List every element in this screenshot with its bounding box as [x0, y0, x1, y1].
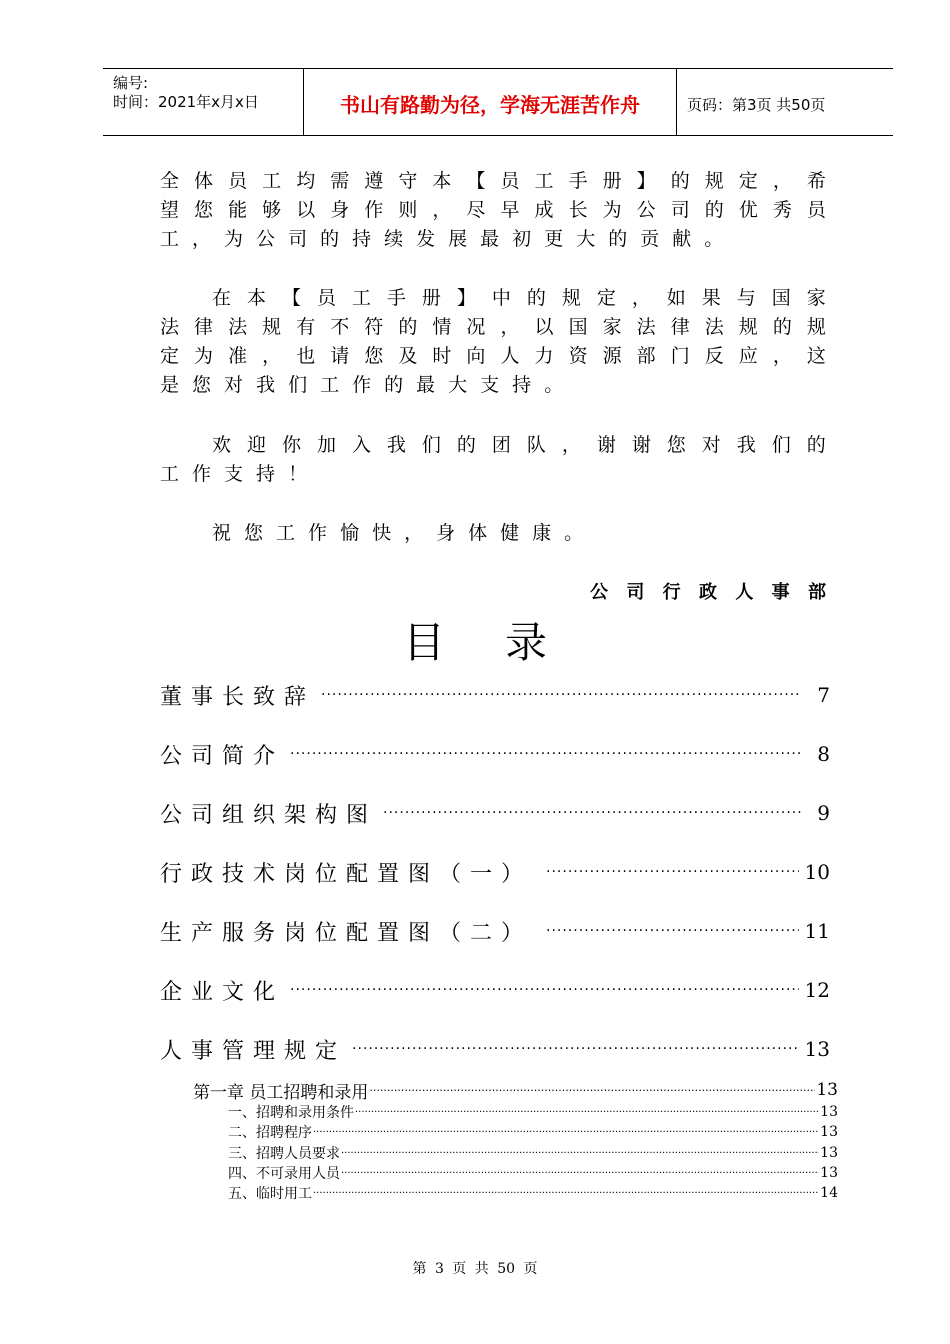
toc-entry-title: 人事管理规定	[160, 1038, 347, 1064]
paragraph-line: 全 体 员 工 均 需 遵 守 本 【 员 工 手 册 】 的 规 定 ， 希	[160, 170, 826, 192]
toc-leader-dots	[290, 982, 799, 998]
toc-chapter-entry[interactable]	[193, 1080, 838, 1103]
paragraph-line: 是 您 对 我 们 工 作 的 最 大 支 持 。	[160, 374, 564, 396]
toc-chapter-page: 13	[816, 1080, 838, 1100]
signature: 公 司 行 政 人 事 部	[590, 582, 826, 603]
toc-entry-page: 11	[804, 919, 830, 943]
toc-leader-dots	[313, 1127, 819, 1138]
toc-entry-page: 10	[804, 860, 830, 884]
paragraph-line: 望 您 能 够 以 身 作 则 ， 尽 早 成 长 为 公 司 的 优 秀 员	[160, 199, 826, 221]
toc-entry-page: 8	[817, 742, 830, 766]
toc-leader-dots	[352, 1041, 799, 1057]
toc-entry[interactable]	[160, 680, 830, 710]
toc-entry-title: 公司组织架构图	[160, 802, 378, 828]
toc-leader-dots	[290, 746, 802, 762]
header-page-info: 页码：第3页 共50页	[687, 96, 826, 114]
toc-entry-page: 9	[817, 801, 830, 825]
toc-item-title: 五、临时用工	[228, 1186, 312, 1202]
header-page-cell	[677, 69, 893, 135]
toc-item-title: 四、不可录用人员	[228, 1166, 340, 1182]
toc-chapter-title: 第一章 员工招聘和录用	[193, 1082, 369, 1103]
toc-item-page: 13	[820, 1124, 838, 1140]
paragraph-line: 工 ， 为 公 司 的 持 续 发 展 最 初 更 大 的 贡 献 。	[160, 228, 724, 250]
paragraph-3	[160, 431, 826, 489]
paragraph-line: 定 为 准 ， 也 请 您 及 时 向 人 力 资 源 部 门 反 应 ， 这	[160, 345, 826, 367]
toc-entry[interactable]	[160, 739, 830, 769]
toc-entry[interactable]	[160, 975, 830, 1005]
toc-entry[interactable]	[160, 1034, 830, 1064]
paragraph-4	[160, 519, 826, 548]
toc-entry-title: 公司简介	[160, 743, 285, 769]
header-meta-cell	[103, 69, 303, 135]
header-motto: 书山有路勤为径，学海无涯苦作舟	[340, 93, 640, 117]
paragraph-2	[160, 284, 826, 400]
toc-entry[interactable]	[160, 916, 830, 946]
document-time-label: 时间：2021年x月x日	[113, 93, 259, 111]
toc-leader-dots	[383, 805, 802, 821]
toc-item-entry[interactable]	[228, 1143, 838, 1163]
paragraph-line: 在 本 【 员 工 手 册 】 中 的 规 定 ， 如 果 与 国 家	[212, 287, 826, 309]
paragraph-line: 工 作 支 持 ！	[160, 463, 308, 485]
toc-leader-dots	[546, 864, 799, 880]
toc-leader-dots	[313, 1188, 819, 1199]
paragraph-line: 祝 您 工 作 愉 快 ， 身 体 健 康 。	[212, 522, 584, 544]
toc-item-page: 13	[820, 1165, 838, 1181]
toc-entry-title: 生产服务岗位配置图（二）	[160, 920, 533, 946]
toc-entry-title: 企业文化	[160, 979, 285, 1005]
paragraph-line: 法 律 法 规 有 不 符 的 情 况 ， 以 国 家 法 律 法 规 的 规	[160, 316, 826, 338]
toc-item-page: 13	[820, 1145, 838, 1161]
toc-leader-dots	[341, 1168, 819, 1179]
toc-item-page: 13	[820, 1104, 838, 1120]
header-motto-cell	[303, 69, 677, 135]
toc-entry[interactable]	[160, 798, 830, 828]
toc-item-entry[interactable]	[228, 1183, 838, 1203]
page-header	[103, 68, 893, 136]
toc-entry-title: 董事长致辞	[160, 684, 316, 710]
toc-entry-page: 12	[804, 978, 830, 1002]
toc-leader-dots	[321, 687, 802, 703]
toc-entry-page: 7	[817, 683, 830, 707]
paragraph-line: 欢 迎 你 加 入 我 们 的 团 队 ， 谢 谢 您 对 我 们 的	[212, 434, 826, 456]
toc-item-title: 三、招聘人员要求	[228, 1146, 340, 1162]
toc-item-page: 14	[820, 1185, 838, 1201]
toc-leader-dots	[369, 1084, 815, 1097]
toc-item-entry[interactable]	[228, 1163, 838, 1183]
toc-title: 目录	[402, 618, 607, 667]
toc-entry[interactable]	[160, 857, 830, 887]
paragraph-1	[160, 167, 826, 254]
toc-item-entry[interactable]	[228, 1122, 838, 1142]
toc-leader-dots	[341, 1148, 819, 1159]
toc-entry-page: 13	[804, 1037, 830, 1061]
toc-item-title: 一、招聘和录用条件	[228, 1105, 354, 1121]
toc-leader-dots	[355, 1107, 819, 1118]
toc-entry-title: 行政技术岗位配置图（一）	[160, 861, 533, 887]
toc-leader-dots	[546, 923, 799, 939]
toc-item-title: 二、招聘程序	[228, 1125, 312, 1141]
document-number-label: 编号:	[113, 74, 149, 92]
page-footer: 第 3 页 共 50 页	[412, 1261, 538, 1277]
toc-item-entry[interactable]	[228, 1102, 838, 1122]
